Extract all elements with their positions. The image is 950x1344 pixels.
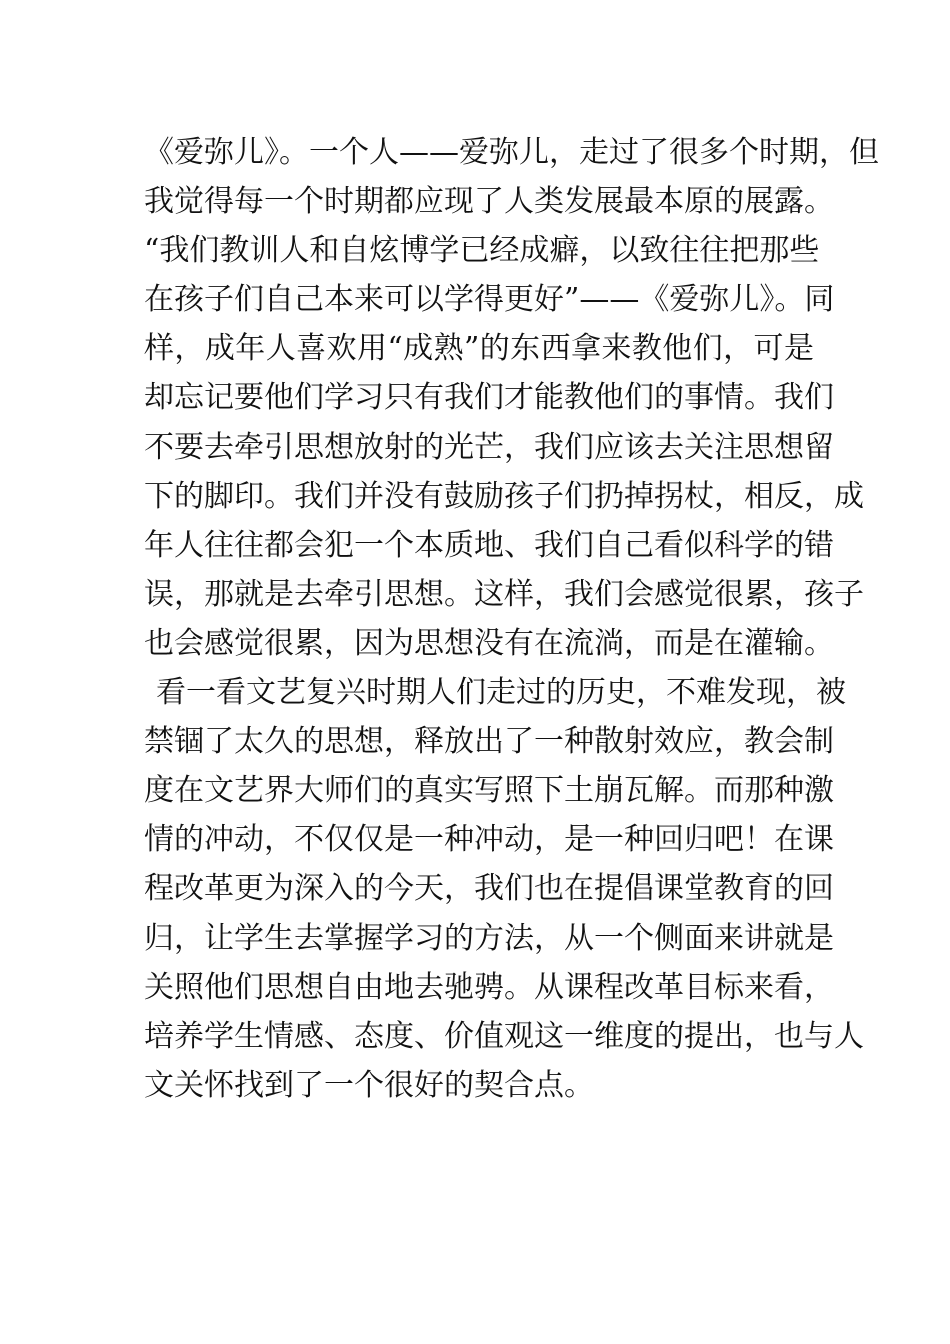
text-line: 文关怀找到了一个很好的契合点。 xyxy=(144,1067,594,1103)
text-line: 度在文艺界大师们的真实写照下土崩瓦解。而那种激 xyxy=(144,773,834,809)
text-line: 在孩子们自己本来可以学得更好”——《爱弥儿》。同 xyxy=(144,282,835,318)
text-line: 关照他们思想自由地去驰骋。从课程改革目标来看， xyxy=(144,969,834,1005)
text-line: 我觉得每一个时期都应现了人类发展最本原的展露。 xyxy=(144,184,834,220)
text-line: 情的冲动，不仅仅是一种冲动，是一种回归吧！在课 xyxy=(144,822,834,858)
text-line: 也会感觉很累，因为思想没有在流淌，而是在灌输。 xyxy=(144,625,834,661)
text-line: “我们教训人和自炫博学已经成癖，以致往往把那些 xyxy=(144,233,820,269)
text-line: 《爱弥儿》。一个人——爱弥儿，走过了很多个时期，但 xyxy=(144,135,879,170)
text-line: 下的脚印。我们并没有鼓励孩子们扔掉拐杖，相反，成 xyxy=(144,478,864,514)
text-line: 误，那就是去牵引思想。这样，我们会感觉很累，孩子 xyxy=(144,576,864,612)
text-line: 归，让学生去掌握学习的方法，从一个侧面来讲就是 xyxy=(144,920,834,956)
text-line: 年人往往都会犯一个本质地、我们自己看似科学的错 xyxy=(144,527,834,563)
text-line: 样，成年人喜欢用“成熟”的东西拿来教他们，可是 xyxy=(144,331,814,367)
body-text xyxy=(144,128,879,1110)
text-line: 看一看文艺复兴时期人们走过的历史，不难发现，被 xyxy=(156,675,846,711)
text-line: 却忘记要他们学习只有我们才能教他们的事情。我们 xyxy=(144,380,834,416)
text-line: 禁锢了太久的思想，释放出了一种散射效应，教会制 xyxy=(144,724,834,760)
text-line: 程改革更为深入的今天，我们也在提倡课堂教育的回 xyxy=(144,871,834,907)
text-line: 不要去牵引思想放射的光芒，我们应该去关注思想留 xyxy=(144,429,834,465)
text-line: 培养学生情感、态度、价值观这一维度的提出，也与人 xyxy=(144,1018,864,1054)
